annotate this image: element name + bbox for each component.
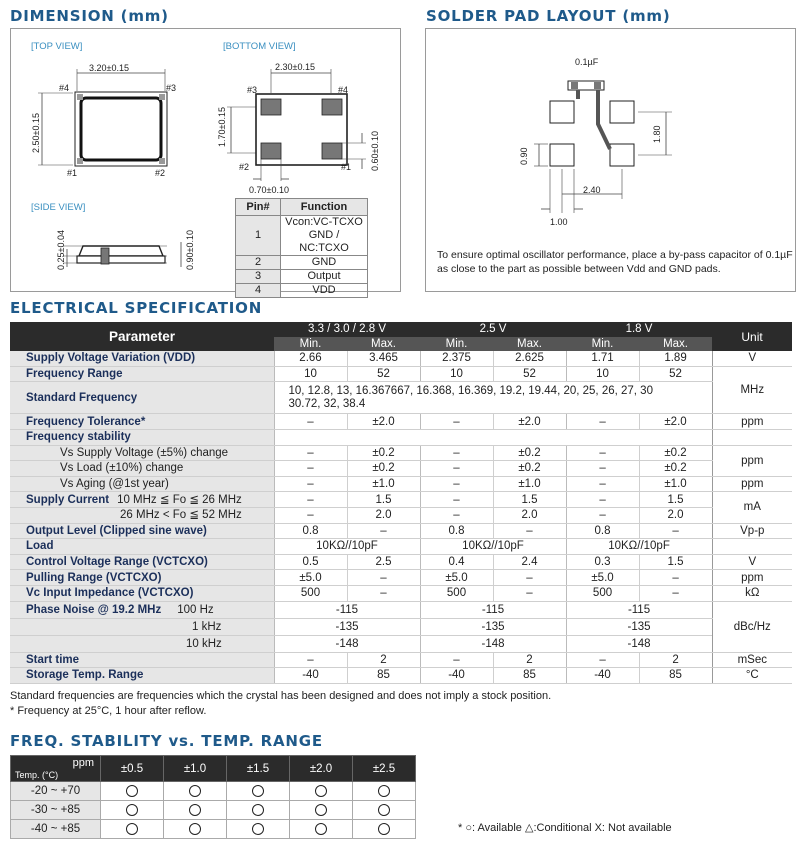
table-row xyxy=(11,820,416,839)
pin-number: 2 xyxy=(236,256,281,270)
cell: ±2.0 xyxy=(639,414,712,430)
available-circle-icon xyxy=(126,804,138,816)
freq-stability-title: FREQ. STABILITY vs. TEMP. RANGE xyxy=(10,732,323,750)
ppm-col-header: ±2.0 xyxy=(290,756,353,782)
cell: – xyxy=(639,585,712,601)
table-row xyxy=(10,492,792,508)
cell: – xyxy=(420,476,493,492)
cell: 500 xyxy=(420,585,493,601)
unit-cell: ppm xyxy=(712,414,792,430)
cell: – xyxy=(274,476,347,492)
available-circle-icon xyxy=(378,823,390,835)
cell: – xyxy=(566,492,639,508)
table-row xyxy=(10,366,792,382)
param-label: Pulling Range (VCTCXO) xyxy=(10,570,274,586)
cell: ±1.0 xyxy=(639,476,712,492)
param-label: Phase Noise @ 19.2 MHz 100 Hz xyxy=(10,601,274,618)
reflow-note: * Frequency at 25°C, 1 hour after reflow. xyxy=(10,705,207,717)
temp-range: -20 ~ +70 xyxy=(11,782,101,801)
side-thin-dim: 0.25±0.04 xyxy=(56,230,66,270)
cell: 52 xyxy=(639,366,712,382)
cell: ±0.2 xyxy=(493,461,566,477)
bottom-pin2-label: #2 xyxy=(239,162,250,172)
table-row xyxy=(11,801,416,820)
freq-stability-table xyxy=(10,755,416,839)
table-row xyxy=(10,461,792,477)
cell: 2 xyxy=(493,652,566,668)
side-height-dim: 0.90±0.10 xyxy=(185,230,195,270)
min-header: Min. xyxy=(274,337,347,352)
pad-pitch-vertical-dim: 1.80 xyxy=(652,125,662,143)
pin-function: Output xyxy=(281,270,368,284)
table-row xyxy=(10,601,792,618)
cell: 10KΩ//10pF xyxy=(566,539,712,555)
temp-ppm-corner: ppm Temp. (°C) xyxy=(11,756,101,782)
cell: 1.5 xyxy=(347,492,420,508)
param-label: Frequency Range xyxy=(10,366,274,382)
cell: – xyxy=(566,652,639,668)
cell: – xyxy=(639,570,712,586)
cell: 1.5 xyxy=(639,492,712,508)
param-label: Load xyxy=(10,539,274,555)
top-pin1-label: #1 xyxy=(67,168,78,178)
cell: 0.8 xyxy=(274,523,347,539)
param-label: Frequency stability xyxy=(10,429,274,445)
cell: -115 xyxy=(420,601,566,618)
cell: – xyxy=(493,523,566,539)
pin-function: GND xyxy=(281,256,368,270)
standard-frequency-list: 10, 12.8, 13, 16.367667, 16.368, 16.369, 19.2, 19.44, 20, 25, 26, 27, 30 30.72, 32, 38.4 xyxy=(274,382,712,414)
cell: 2.0 xyxy=(493,507,566,523)
temp-range: -40 ~ +85 xyxy=(11,820,101,839)
cell: ±0.2 xyxy=(347,461,420,477)
cell: 2 xyxy=(639,652,712,668)
top-view-label: [TOP VIEW] xyxy=(31,41,83,52)
pin-function: Vcon:VC-TCXO GND / NC:TCXO xyxy=(281,216,368,256)
table-row xyxy=(11,782,416,801)
pin-function: VDD xyxy=(281,284,368,298)
table-row xyxy=(10,652,792,668)
cell: -40 xyxy=(566,668,639,684)
capacitor-label: 0.1µF xyxy=(575,57,599,67)
cell: – xyxy=(274,652,347,668)
cell: – xyxy=(347,570,420,586)
cell: ±5.0 xyxy=(274,570,347,586)
cell: 10 xyxy=(420,366,493,382)
cell: – xyxy=(566,445,639,461)
cell: 10KΩ//10pF xyxy=(420,539,566,555)
available-circle-icon xyxy=(315,804,327,816)
cell: ±0.2 xyxy=(347,445,420,461)
cell: ±0.2 xyxy=(493,445,566,461)
cell: – xyxy=(566,476,639,492)
cell: -148 xyxy=(274,635,420,652)
param-label: Frequency Tolerance* xyxy=(10,414,274,430)
dimension-panel xyxy=(10,28,401,296)
param-label: Vs Load (±10%) change xyxy=(10,461,274,477)
ppm-col-header: ±1.5 xyxy=(227,756,290,782)
cell: 85 xyxy=(639,668,712,684)
table-row xyxy=(10,507,792,523)
function-header: Function xyxy=(281,199,368,216)
cell: – xyxy=(274,445,347,461)
param-label: Start time xyxy=(10,652,274,668)
cell: 500 xyxy=(274,585,347,601)
bottom-width-dim: 2.30±0.15 xyxy=(275,62,315,72)
cell: -40 xyxy=(274,668,347,684)
param-label: Vs Aging (@1st year) xyxy=(10,476,274,492)
cell: 2.0 xyxy=(347,507,420,523)
table-row xyxy=(10,476,792,492)
pin-header: Pin# xyxy=(236,199,281,216)
cell: -115 xyxy=(274,601,420,618)
side-view-label: [SIDE VIEW] xyxy=(31,202,86,213)
cell: – xyxy=(274,461,347,477)
bottom-view-label: [BOTTOM VIEW] xyxy=(223,41,296,52)
cell: 2.375 xyxy=(420,351,493,366)
cell: 1.5 xyxy=(493,492,566,508)
voltage-header-3v3: 3.3 / 3.0 / 2.8 V xyxy=(274,322,420,337)
cell: 85 xyxy=(493,668,566,684)
table-row xyxy=(10,635,792,652)
unit-cell: MHz xyxy=(712,366,792,414)
param-label: Standard Frequency xyxy=(10,382,274,414)
electrical-spec-table xyxy=(10,322,792,684)
table-row xyxy=(10,351,792,366)
table-row xyxy=(10,618,792,635)
unit-cell: ppm xyxy=(712,476,792,492)
cell: – xyxy=(420,652,493,668)
cell: – xyxy=(566,414,639,430)
cell xyxy=(274,429,712,445)
table-row xyxy=(10,523,792,539)
pad-pitch-horizontal-dim: 2.40 xyxy=(583,185,601,195)
param-label: Vs Supply Voltage (±5%) change xyxy=(10,445,274,461)
available-circle-icon xyxy=(126,823,138,835)
cell: -40 xyxy=(420,668,493,684)
top-pin3-label: #3 xyxy=(166,83,177,93)
cell: 2.0 xyxy=(639,507,712,523)
pad-height-090-dim: 0.90 xyxy=(519,147,529,165)
cell: 2.4 xyxy=(493,554,566,570)
available-circle-icon xyxy=(189,785,201,797)
solder-pad-panel xyxy=(425,28,796,292)
unit-cell: mSec xyxy=(712,652,792,668)
top-height-dim: 2.50±0.15 xyxy=(31,113,41,153)
unit-cell: mA xyxy=(712,492,792,523)
cell: ±1.0 xyxy=(493,476,566,492)
cell: – xyxy=(566,461,639,477)
table-row xyxy=(10,668,792,684)
cell: 3.465 xyxy=(347,351,420,366)
bottom-pin1-label: #1 xyxy=(341,162,352,172)
cell: 0.8 xyxy=(420,523,493,539)
cell: 500 xyxy=(566,585,639,601)
max-header: Max. xyxy=(493,337,566,352)
standard-frequency-note: Standard frequencies are frequencies which the crystal has been designed and does not imply a stock position. xyxy=(10,690,552,702)
ppm-col-header: ±0.5 xyxy=(101,756,164,782)
unit-cell: V xyxy=(712,554,792,570)
cell: 0.8 xyxy=(566,523,639,539)
param-label: 1 kHz xyxy=(10,618,274,635)
table-row xyxy=(10,539,792,555)
cell: 85 xyxy=(347,668,420,684)
cell: ±2.0 xyxy=(493,414,566,430)
cell: 2 xyxy=(347,652,420,668)
cell: – xyxy=(420,461,493,477)
min-header: Min. xyxy=(420,337,493,352)
pad-width-100-dim: 1.00 xyxy=(550,217,568,227)
table-row xyxy=(10,382,792,414)
cell: 0.5 xyxy=(274,554,347,570)
top-pin2-label: #2 xyxy=(155,168,166,178)
availability-legend: * ○: Available △:Conditional X: Not available xyxy=(458,822,672,834)
cell: 1.71 xyxy=(566,351,639,366)
pin-number: 3 xyxy=(236,270,281,284)
cell: 0.3 xyxy=(566,554,639,570)
side-view-package xyxy=(63,242,181,267)
cell: – xyxy=(274,492,347,508)
cell: 52 xyxy=(493,366,566,382)
cell: 10 xyxy=(566,366,639,382)
param-label: 26 MHz < Fo ≦ 52 MHz xyxy=(10,507,274,523)
table-row xyxy=(10,570,792,586)
available-circle-icon xyxy=(315,823,327,835)
voltage-header-2v5: 2.5 V xyxy=(420,322,566,337)
cell: – xyxy=(347,523,420,539)
top-width-dim: 3.20±0.15 xyxy=(89,63,129,73)
voltage-header-1v8: 1.8 V xyxy=(566,322,712,337)
available-circle-icon xyxy=(252,804,264,816)
param-label: Output Level (Clipped sine wave) xyxy=(10,523,274,539)
unit-header: Unit xyxy=(712,322,792,351)
ppm-col-header: ±2.5 xyxy=(353,756,416,782)
unit-cell: °C xyxy=(712,668,792,684)
cell: – xyxy=(274,414,347,430)
cell: – xyxy=(420,414,493,430)
table-row xyxy=(10,554,792,570)
param-label: Supply Current 10 MHz ≦ Fo ≦ 26 MHz xyxy=(10,492,274,508)
available-circle-icon xyxy=(252,785,264,797)
cell: 2.5 xyxy=(347,554,420,570)
bottom-height-dim: 1.70±0.15 xyxy=(217,107,227,147)
parameter-header: Parameter xyxy=(10,322,274,351)
cell: 0.4 xyxy=(420,554,493,570)
cell: -148 xyxy=(420,635,566,652)
unit-cell xyxy=(712,429,792,445)
unit-cell: V xyxy=(712,351,792,366)
electrical-spec-title: ELECTRICAL SPECIFICATION xyxy=(10,299,263,317)
available-circle-icon xyxy=(252,823,264,835)
cell: -135 xyxy=(566,618,712,635)
param-label: 10 kHz xyxy=(10,635,274,652)
available-circle-icon xyxy=(378,804,390,816)
bottom-pin3-label: #3 xyxy=(247,85,258,95)
pad-width-dim: 0.70±0.10 xyxy=(249,185,289,195)
cell: 1.5 xyxy=(639,554,712,570)
cell: 2.66 xyxy=(274,351,347,366)
param-label: Storage Temp. Range xyxy=(10,668,274,684)
param-label: Vc Input Impedance (VCTCXO) xyxy=(10,585,274,601)
cell: ±2.0 xyxy=(347,414,420,430)
unit-cell: Vp-p xyxy=(712,523,792,539)
cell: -135 xyxy=(420,618,566,635)
cell: 2.625 xyxy=(493,351,566,366)
table-row xyxy=(10,429,792,445)
unit-cell: kΩ xyxy=(712,585,792,601)
cell: – xyxy=(493,585,566,601)
cell: 1.89 xyxy=(639,351,712,366)
available-circle-icon xyxy=(378,785,390,797)
temp-range: -30 ~ +85 xyxy=(11,801,101,820)
unit-cell: ppm xyxy=(712,570,792,586)
unit-cell xyxy=(712,539,792,555)
bypass-note-line2: as close to the part as possible between Vdd and GND pads. xyxy=(437,263,721,275)
available-circle-icon xyxy=(315,785,327,797)
top-view-package xyxy=(38,69,167,166)
bypass-note-line1: To ensure optimal oscillator performance, place a by-pass capacitor of 0.1µF xyxy=(437,249,793,261)
cell: ±0.2 xyxy=(639,445,712,461)
bottom-pin4-label: #4 xyxy=(338,85,349,95)
top-pin4-label: #4 xyxy=(59,83,70,93)
table-row xyxy=(10,585,792,601)
cell: -115 xyxy=(566,601,712,618)
cell: – xyxy=(493,570,566,586)
available-circle-icon xyxy=(126,785,138,797)
available-circle-icon xyxy=(189,823,201,835)
pin-function-table xyxy=(235,198,368,298)
pin-number: 4 xyxy=(236,284,281,298)
cell: ±5.0 xyxy=(420,570,493,586)
solder-pad-title: SOLDER PAD LAYOUT (mm) xyxy=(426,7,671,25)
param-label: Control Voltage Range (VCTCXO) xyxy=(10,554,274,570)
cell: 52 xyxy=(347,366,420,382)
cell: – xyxy=(420,445,493,461)
max-header: Max. xyxy=(639,337,712,352)
param-label: Supply Voltage Variation (VDD) xyxy=(10,351,274,366)
table-row xyxy=(10,414,792,430)
pin-number: 1 xyxy=(236,216,281,256)
cell: ±0.2 xyxy=(639,461,712,477)
cell: ±1.0 xyxy=(347,476,420,492)
min-header: Min. xyxy=(566,337,639,352)
cell: -135 xyxy=(274,618,420,635)
pad-height-dim: 0.60±0.10 xyxy=(370,131,380,171)
cell: – xyxy=(420,507,493,523)
cell: – xyxy=(566,507,639,523)
unit-cell: ppm xyxy=(712,445,792,476)
cell: 10KΩ//10pF xyxy=(274,539,420,555)
table-row xyxy=(10,445,792,461)
cell: – xyxy=(347,585,420,601)
available-circle-icon xyxy=(189,804,201,816)
cell: -148 xyxy=(566,635,712,652)
unit-cell: dBc/Hz xyxy=(712,601,792,652)
cell: ±5.0 xyxy=(566,570,639,586)
ppm-col-header: ±1.0 xyxy=(164,756,227,782)
cell: 10 xyxy=(274,366,347,382)
cell: – xyxy=(420,492,493,508)
cell: – xyxy=(639,523,712,539)
max-header: Max. xyxy=(347,337,420,352)
dimension-title: DIMENSION (mm) xyxy=(10,7,169,25)
cell: – xyxy=(274,507,347,523)
